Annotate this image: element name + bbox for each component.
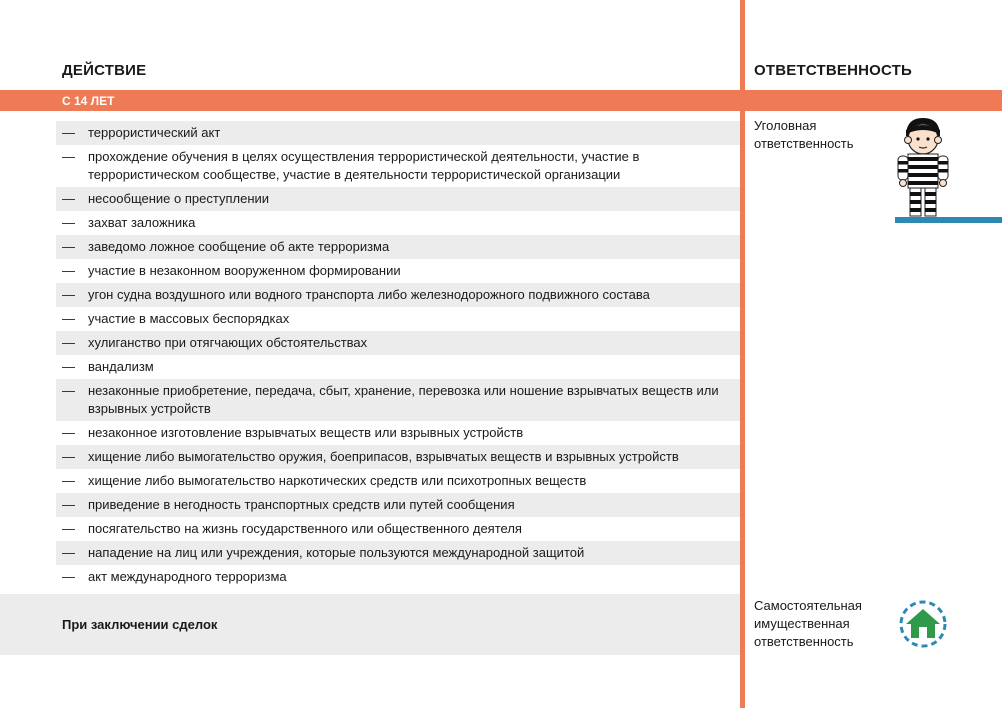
list-item [56,187,740,211]
column-divider [740,0,745,708]
list-dash: — [62,425,75,440]
list-item [56,421,740,445]
list-item [56,565,740,589]
list-dash: — [62,215,75,230]
action-text: приведение в негодность транспортных средств или путей сообщения [88,497,515,512]
action-text: захват заложника [88,215,196,230]
action-text: прохождение обучения в целях осуществления террористической деятельности, участие в террористическом сообществе, участие в деятельности террористической организации [88,149,640,182]
list-item [56,517,740,541]
list-item [56,145,740,187]
list-item [56,469,740,493]
list-dash: — [62,335,75,350]
action-text: несообщение о преступлении [88,191,270,206]
prisoner-child-icon [890,112,954,218]
action-text: вандализм [88,359,154,374]
list-item [56,445,740,469]
action-text: участие в незаконном вооруженном формировании [88,263,401,278]
house-icon [898,600,948,648]
list-item [56,541,740,565]
list-item [56,379,740,421]
list-dash: — [62,449,75,464]
action-text: незаконные приобретение, передача, сбыт, хранение, перевозка или ношение взрывчатых веществ или взрывных устройств [88,383,719,416]
criminal-responsibility-text: Уголовная ответственность [754,118,854,151]
action-text: заведомо ложное сообщение об акте терроризма [88,239,390,254]
list-dash: — [62,359,75,374]
figure-shelf [895,217,1002,223]
list-item [56,235,740,259]
list-dash: — [62,287,75,302]
age-band-label: С 14 ЛЕТ [62,94,115,108]
list-item [56,307,740,331]
list-dash: — [62,125,75,140]
list-dash: — [62,521,75,536]
action-text: террористический акт [88,125,221,140]
list-item [56,355,740,379]
list-dash: — [62,569,75,584]
actions-list [56,121,740,589]
age-band [0,90,1002,111]
list-item [56,211,740,235]
list-item [56,259,740,283]
responsibility-column-header: ОТВЕТСТВЕННОСТЬ [754,62,913,79]
list-dash: — [62,239,75,254]
action-text: нападение на лиц или учреждения, которые пользуются международной защитой [88,545,585,560]
action-text: посягательство на жизнь государственного или общественного деятеля [88,521,522,536]
action-text: хищение либо вымогательство наркотических средств или психотропных веществ [88,473,587,488]
list-item [56,283,740,307]
list-dash: — [62,545,75,560]
action-text: акт международного терроризма [88,569,287,584]
list-dash: — [62,263,75,278]
list-dash: — [62,383,75,398]
action-text: незаконное изготовление взрывчатых веществ или взрывных устройств [88,425,524,440]
list-item [56,493,740,517]
list-dash: — [62,497,75,512]
action-text: хулиганство при отягчающих обстоятельствах [88,335,368,350]
deals-label: При заключении сделок [62,617,218,632]
action-text: угон судна воздушного или водного транспорта либо железнодорожного подвижного состава [88,287,650,302]
list-dash: — [62,473,75,488]
property-responsibility-text: Самостоятельная имущественная ответственность [754,598,862,649]
list-item [56,121,740,145]
action-text: участие в массовых беспорядках [88,311,290,326]
list-dash: — [62,191,75,206]
list-dash: — [62,311,75,326]
list-item [56,331,740,355]
action-column-header: ДЕЙСТВИЕ [62,62,147,79]
action-text: хищение либо вымогательство оружия, боеприпасов, взрывчатых веществ и взрывных устройств [88,449,679,464]
list-dash: — [62,149,75,164]
